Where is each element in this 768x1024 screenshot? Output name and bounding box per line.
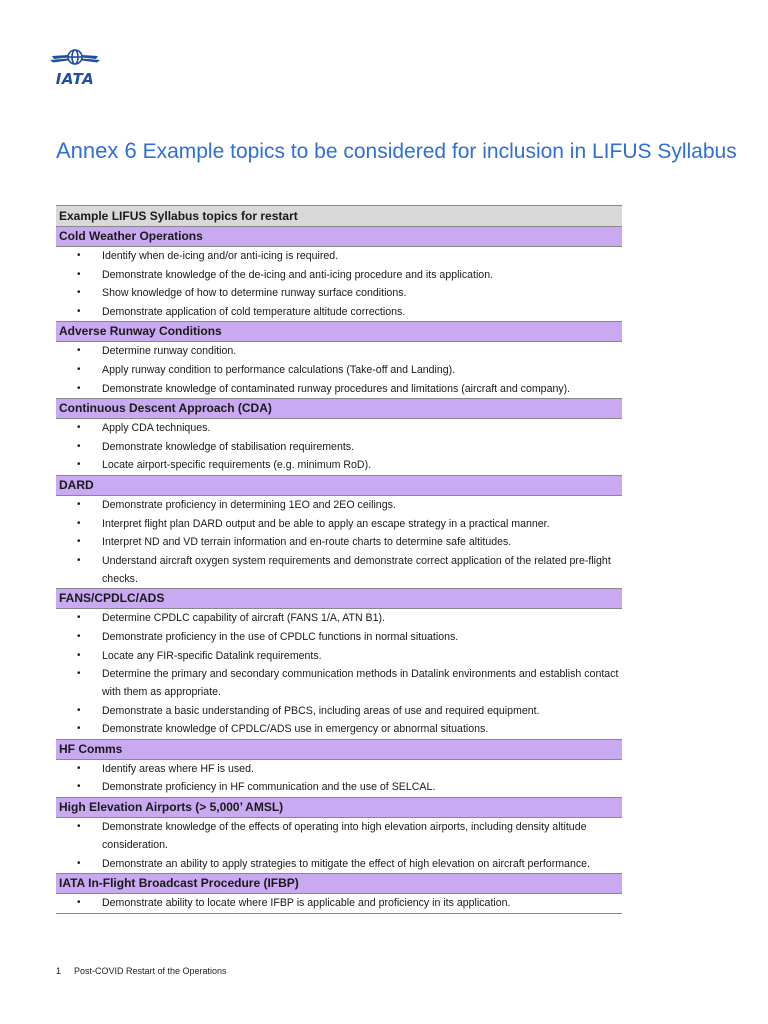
list-item-text: Demonstrate knowledge of stabilisation requirements.: [102, 440, 355, 453]
iata-logo: [48, 44, 102, 88]
page-footer: [56, 966, 227, 976]
list-item: [56, 496, 622, 514]
bullet-icon: •: [77, 536, 81, 548]
bullet-icon: •: [77, 250, 81, 261]
section-heading: Cold Weather Operations: [56, 227, 622, 247]
bullet-icon: •: [77, 649, 81, 661]
list-item-text: Identify when de-icing and/or anti-icing is required.: [102, 250, 339, 262]
section-heading: DARD: [56, 476, 622, 496]
list-item-text: Apply runway condition to performance calculations (Take-off and Landing).: [102, 363, 456, 376]
list-item: [56, 628, 622, 646]
section-item-list: [56, 818, 622, 874]
list-item: [56, 665, 622, 701]
bullet-icon: •: [77, 268, 81, 280]
list-item-text: Determine the primary and secondary communication methods in Datalink environments and establish contact with them as appropriate.: [102, 668, 619, 699]
section-item-list: [56, 609, 622, 740]
table-sections: [56, 227, 622, 914]
bullet-icon: •: [77, 612, 81, 624]
list-item: [56, 720, 622, 738]
list-item-text: Determine CPDLC capability of aircraft (FANS 1/A, ATN B1).: [102, 612, 385, 625]
syllabus-table: [56, 205, 622, 914]
section-item-list: [56, 419, 622, 476]
list-item-text: Demonstrate knowledge of contaminated runway procedures and limitations (aircraft and company).: [102, 382, 571, 395]
list-item-text: Demonstrate knowledge of the effects of operating into high elevation airports, including density altitude consideration.: [102, 821, 587, 852]
section-heading: High Elevation Airports (> 5,000’ AMSL): [56, 798, 622, 818]
list-item: [56, 266, 622, 284]
bullet-icon: •: [77, 382, 81, 394]
list-item: [56, 894, 622, 912]
bullet-icon: •: [77, 498, 81, 510]
bullet-icon: •: [77, 857, 81, 869]
page-title: [56, 138, 737, 164]
bullet-icon: •: [77, 723, 81, 735]
list-item: [56, 818, 622, 854]
list-item: [56, 760, 622, 778]
bullet-icon: •: [77, 762, 81, 774]
list-item: [56, 342, 622, 360]
list-item: [56, 702, 622, 720]
bullet-icon: •: [77, 345, 81, 357]
title-annex: Annex 6: [56, 138, 137, 163]
list-item-text: Locate any FIR-specific Datalink requirements.: [102, 649, 322, 662]
list-item-text: Demonstrate application of cold temperature altitude corrections.: [102, 305, 406, 318]
list-item: [56, 552, 622, 588]
bullet-icon: •: [77, 668, 81, 680]
bullet-icon: •: [77, 363, 81, 375]
list-item: [56, 380, 622, 398]
section-item-list: [56, 894, 622, 914]
section-heading: FANS/CPDLC/ADS: [56, 589, 622, 609]
list-item: [56, 515, 622, 533]
list-item-text: Demonstrate an ability to apply strategies to mitigate the effect of high elevation on aircraft performance.: [102, 857, 590, 870]
list-item-text: Determine runway condition.: [102, 345, 237, 358]
footer-text: Post-COVID Restart of the Operations: [74, 966, 227, 976]
page-number: 1: [56, 966, 62, 976]
section-item-list: [56, 247, 622, 322]
bullet-icon: •: [77, 517, 81, 529]
list-item: [56, 778, 622, 796]
list-item: [56, 361, 622, 379]
list-item: [56, 284, 622, 302]
globe-wings-icon: [48, 44, 102, 72]
list-item-text: Interpret flight plan DARD output and be able to apply an escape strategy in a practical manner.: [102, 517, 550, 530]
bullet-icon: •: [77, 554, 81, 566]
list-item: [56, 533, 622, 551]
list-item-text: Demonstrate knowledge of CPDLC/ADS use in emergency or abnormal situations.: [102, 723, 489, 736]
bullet-icon: •: [77, 305, 81, 317]
section-item-list: [56, 760, 622, 798]
list-item-text: Interpret ND and VD terrain information and en-route charts to determine safe altitudes.: [102, 536, 512, 549]
title-text: Example topics to be considered for inclusion in LIFUS Syllabus: [142, 140, 737, 163]
bullet-icon: •: [77, 459, 81, 471]
list-item-text: Demonstrate a basic understanding of PBCS, including areas of use and required equipment.: [102, 704, 540, 717]
list-item-text: Understand aircraft oxygen system requirements and demonstrate correct application of the related pre-flight checks.: [102, 554, 611, 585]
bullet-icon: •: [77, 897, 81, 909]
list-item: [56, 647, 622, 665]
list-item: [56, 855, 622, 873]
list-item: [56, 456, 622, 474]
list-item-text: Demonstrate proficiency in the use of CPDLC functions in normal situations.: [102, 630, 459, 643]
list-item-text: Show knowledge of how to determine runway surface conditions.: [102, 287, 407, 300]
section-item-list: [56, 342, 622, 399]
section-item-list: [56, 496, 622, 589]
list-item-text: Locate airport-specific requirements (e.g. minimum RoD).: [102, 459, 372, 472]
section-heading: IATA In-Flight Broadcast Procedure (IFBP): [56, 874, 622, 894]
list-item: [56, 419, 622, 437]
list-item: [56, 303, 622, 321]
list-item: [56, 609, 622, 627]
section-heading: HF Comms: [56, 740, 622, 760]
bullet-icon: •: [77, 821, 81, 833]
logo-text: IATA: [55, 70, 95, 88]
list-item-text: Demonstrate proficiency in HF communication and the use of SELCAL.: [102, 781, 436, 794]
bullet-icon: •: [77, 422, 81, 434]
list-item-text: Demonstrate knowledge of the de-icing and anti-icing procedure and its application.: [102, 268, 494, 281]
section-heading: Adverse Runway Conditions: [56, 322, 622, 342]
bullet-icon: •: [77, 781, 81, 793]
bullet-icon: •: [77, 630, 81, 642]
list-item-text: Identify areas where HF is used.: [102, 762, 254, 775]
bullet-icon: •: [77, 287, 81, 299]
list-item-text: Demonstrate proficiency in determining 1EO and 2EO ceilings.: [102, 498, 396, 511]
list-item-text: Demonstrate ability to locate where IFBP is applicable and proficiency in its application.: [102, 897, 511, 910]
list-item-text: Apply CDA techniques.: [102, 422, 211, 435]
bullet-icon: •: [77, 440, 81, 452]
list-item: [56, 247, 622, 265]
list-item: [56, 438, 622, 456]
table-header: Example LIFUS Syllabus topics for restart: [56, 205, 622, 227]
section-heading: Continuous Descent Approach (CDA): [56, 399, 622, 419]
bullet-icon: •: [77, 704, 81, 716]
